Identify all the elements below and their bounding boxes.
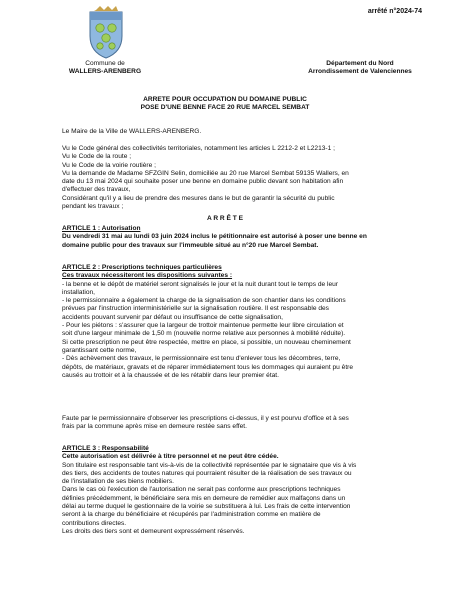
vu-line: d'effectuer des travaux, [62, 186, 131, 194]
article-3 [62, 445, 412, 536]
article-1 [62, 225, 412, 250]
article-3-heading: ARTICLE 3 : Responsabilité [62, 445, 149, 452]
article-3-line: seront à la charge du bénéficiaire et récupérés par l'administration comme en matière de [62, 511, 321, 519]
commune-label: Commune de [85, 60, 125, 67]
article-2-subheading: Ces travaux nécessiteront les dispositions suivantes : [62, 272, 233, 280]
article-2-line: soit d'une largeur minimale de 1,50 m (nouvelle norme relative aux personnes à mobilité réduite). [62, 330, 346, 338]
vu-line: Considérant qu'il y a lieu de prendre des mesures dans le but de garantir la sécurité du public [62, 194, 335, 202]
arrete-heading: A R R Ê T E [206, 215, 244, 222]
department-label: Département du Nord [326, 60, 394, 67]
article-2-line: - Pour les piétons : s'assurer que la largeur de trottoir maintenue permette leur libre circulation et [62, 322, 344, 330]
vu-line: Vu le Code de la voirie routière ; [62, 161, 156, 169]
vu-section [62, 145, 412, 211]
article-2-line: Si cette prescription ne peut être respectée, mettre en place, si possible, un nouveau cheminement [62, 338, 351, 346]
commune-name: WALLERS-ARENBERG [68, 68, 142, 75]
article-3-line: contributions directes. [62, 519, 127, 527]
title-line-2: POSE D'UNE BENNE FACE 20 RUE MARCEL SEMBAT [140, 104, 310, 111]
article-1-line: domaine public pour des travaux sur l'immeuble situé au n°20 rue Marcel Sembat. [62, 241, 319, 249]
vu-line: date du 13 mai 2024 qui souhaite poser une benne en domaine public devant son habitation afin [62, 178, 344, 186]
article-2-line: - Dès achèvement des travaux, le permissionnaire est tenu d'enlever tous les décombres, terre, [62, 355, 341, 363]
article-2-line: - la benne et le dépôt de matériel seront signalisés le jour et la nuit durant tout le temps de leur [62, 280, 339, 288]
article-2-line: - le permissionnaire a également la charge de la signalisation de son chantier dans les conditions [62, 297, 346, 305]
arrete-number: arrêté n°2024-74 [367, 8, 422, 15]
article-2-line: installation, [62, 288, 95, 296]
penalty-line: frais par la commune après mise en demeure restée sans effet. [62, 423, 247, 431]
article-3-line: Son titulaire est responsable tant vis-à-vis de la collectivité représentée par le signataire que vis à vis [62, 461, 357, 469]
article-2-line: accidents pouvant survenir par défaut ou insuffisance de cette signalisation, [62, 313, 283, 321]
article-3-line: délai au terme duquel le gestionnaire de la voirie se substituera à lui. Les frais de cette intervention [62, 503, 351, 511]
article-3-line: des tiers, des accidents de toutes natures qui pourraient résulter de la réalisation de ses travaux ou [62, 469, 352, 477]
vu-line: Vu la demande de Madame SFZGIN Selin, domiciliée au 20 rue Marcel Sembat 59135 Wallers, en [62, 169, 349, 177]
vu-line: pendant les travaux ; [62, 203, 124, 211]
penalty-line: Faute par le permissionnaire d'observer les prescriptions ci-dessus, il y est pourvu d'office et à ses [62, 415, 349, 422]
vu-line: Vu le Code de la route ; [62, 153, 132, 161]
article-3-line: définies précédemment, le bénéficiaire sera mis en demeure de remédier aux malfaçons dans un [62, 494, 346, 502]
intro-line: Le Maire de la Ville de WALLERS-ARENBERG. [62, 128, 202, 135]
article-1-heading: ARTICLE 1 : Autorisation [62, 225, 141, 232]
vu-line: Vu le Code général des collectivités territoriales, notamment les articles L 2212-2 et L2213-1 ; [62, 145, 335, 152]
article-2-line: garantissant cette norme, [62, 346, 137, 354]
article-2-heading: ARTICLE 2 : Prescriptions techniques particulières [62, 264, 222, 271]
article-3-line: Les droits des tiers sont et demeurent expressément réservés. [62, 527, 245, 535]
article-2-line: prévues par l'instruction interministérielle sur la signalisation routière. Il est responsable des [62, 305, 329, 313]
title-line-1: ARRETE POUR OCCUPATION DU DOMAINE PUBLIC [143, 96, 307, 103]
article-2-line: dépôts, de matériaux, gravats et de réparer immédiatement tous les dommages qui auraient pu être [62, 363, 354, 371]
article-1-line: Du vendredi 31 mai au lundi 03 juin 2024 inclus le pétitionnaire est autorisé à poser une benne en [62, 233, 367, 241]
commune-crest-logo [82, 6, 130, 60]
article-2 [62, 264, 412, 380]
arrondissement-label: Arrondissement de Valenciennes [308, 68, 412, 75]
penalty-paragraph [62, 415, 412, 432]
article-3-line: Cette autorisation est délivrée à titre personnel et ne peut être cédée. [62, 453, 279, 461]
article-3-line: Dans le cas où l'exécution de l'autorisation ne serait pas conforme aux prescriptions techniques [62, 486, 341, 494]
article-2-line: causés au trottoir et à la chaussée et de les rétablir dans leur premier état. [62, 371, 279, 379]
article-3-line: de l'installation de ses biens mobiliers. [62, 478, 174, 486]
